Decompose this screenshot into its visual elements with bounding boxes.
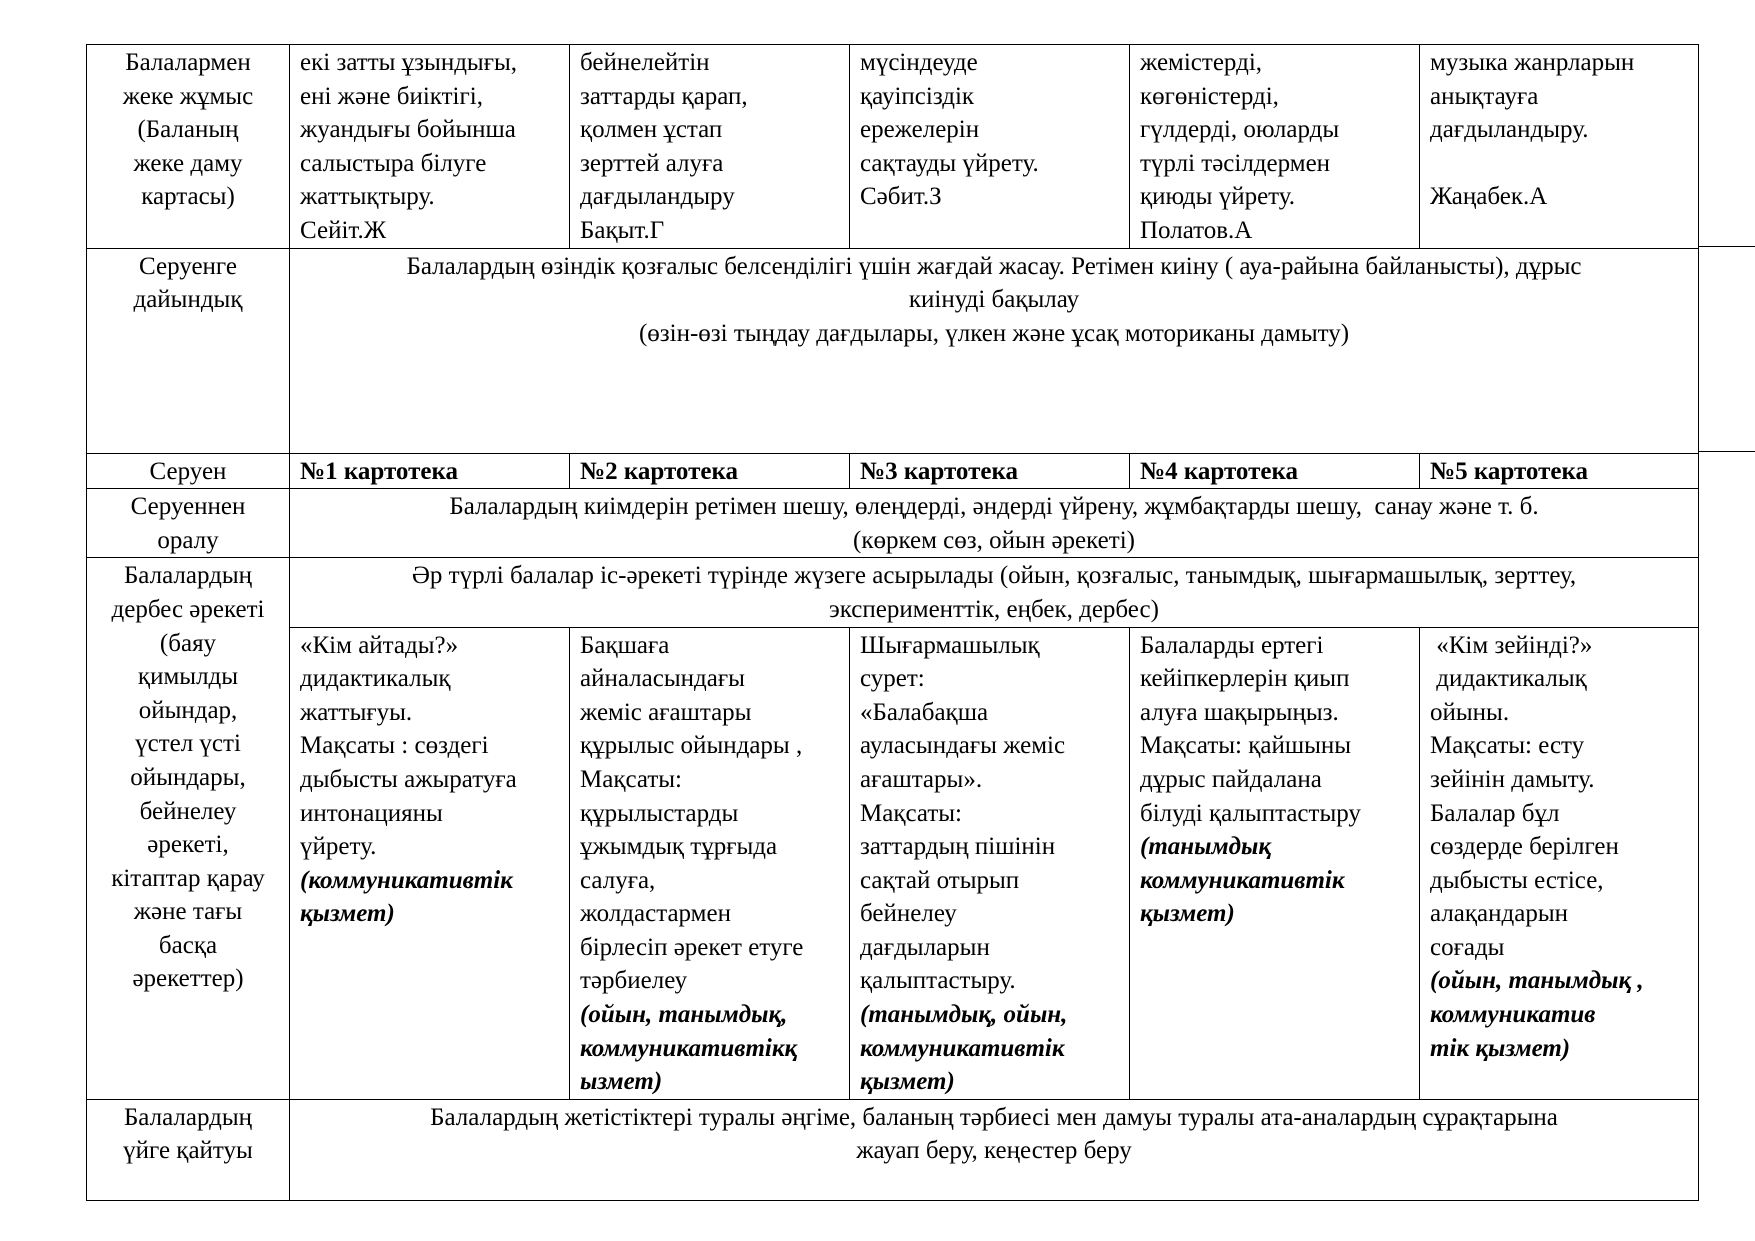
text-line: Полатов.А (1140, 216, 1253, 244)
independent-summary-text (290, 558, 1699, 627)
text-line: Балаларды ертегі (1140, 631, 1324, 659)
row-label-going-home (87, 1099, 290, 1200)
text-line: (баяу (159, 629, 217, 657)
text-line: айналасындағы (580, 665, 745, 693)
activity-type-line: (танымдық (1140, 833, 1272, 861)
text-line: кейіпкерлерін қиып (1140, 665, 1350, 693)
text-line: құрылыстарды (580, 799, 739, 827)
text-line: Бақыт.Г (580, 216, 665, 244)
text-line: «Балабақша (860, 698, 989, 726)
text-line: «Кім зейінді?» (1430, 631, 1593, 659)
text-line: кітаптар қарау (111, 864, 265, 892)
text-line: алуға шақырыңыз. (1140, 698, 1339, 726)
activity-type-line: коммуникатив (1430, 1001, 1596, 1029)
text-line: музыка жанрларын (1430, 49, 1635, 76)
text-line: көгөністерді, (1140, 82, 1279, 110)
text-line: жаттықтыру. (300, 183, 435, 211)
text-line: бейнелеу (139, 797, 237, 825)
text-line: қауіпсіздік (860, 82, 975, 110)
table-edge-line (1698, 451, 1755, 452)
text-line: жауап беру, кеңестер беру (856, 1137, 1132, 1165)
text-line: дағдыландыру (580, 183, 735, 211)
text-line: Серуен (149, 457, 227, 485)
row-walk (87, 453, 1699, 489)
activity-type-line: (коммуникативтік (300, 866, 513, 894)
text-line: ауласындағы жеміс (860, 732, 1066, 760)
text-line: Балалардың (123, 1103, 253, 1131)
text-line: киінуді бақылау (908, 286, 1080, 314)
text-line: алақандарын (1430, 900, 1569, 928)
independent-cell-1 (290, 627, 570, 1099)
text-line: ені және биіктігі, (300, 82, 483, 110)
text-line: дағдыландыру. (1430, 116, 1589, 144)
text-line: Мақсаты: (860, 799, 962, 827)
text-line: Мақсаты : сөздегі (300, 732, 489, 760)
activity-type-line: қызмет) (300, 900, 395, 928)
text-line: дайындық (133, 286, 243, 314)
text-line: ойыны. (1430, 698, 1510, 726)
text-line: дидактикалық (1430, 665, 1587, 693)
text-line: соғады (1430, 933, 1505, 961)
individual-cell-2 (570, 45, 850, 249)
text-line: басқа (158, 931, 218, 959)
activity-type-line: коммуникативтік (860, 1034, 1065, 1062)
text-line: эксперименттік, еңбек, дербес) (829, 595, 1159, 623)
text-line: (көркем сөз, ойын әрекеті) (853, 526, 1135, 554)
row-walk-preparation (87, 248, 1699, 453)
text-line: жолдастармен (580, 900, 731, 928)
activity-type-line: (танымдық, ойын, (860, 1001, 1068, 1029)
text-line: ойындар, (138, 696, 238, 724)
text-line: ұжымдық тұрғыда (580, 833, 778, 861)
row-independent-activities (87, 627, 1699, 1099)
text-line: картасы) (141, 183, 235, 211)
text-line: Балалар бұл (1430, 799, 1560, 827)
activity-type-line: (ойын, танымдық, (580, 1001, 788, 1029)
text-line: сақтауды үйрету. (860, 149, 1039, 177)
text-line: Мақсаты: қайшыны (1140, 732, 1352, 760)
text-line: бейнелеу (860, 900, 957, 928)
independent-cell-4 (1130, 627, 1420, 1099)
text-line: гүлдерді, оюларды (1140, 116, 1340, 144)
return-from-walk-text (290, 489, 1699, 558)
text-line: зейінін дамыту. (1430, 765, 1595, 793)
text-line: қиюды үйрету. (1140, 183, 1296, 211)
going-home-text (290, 1099, 1699, 1200)
table-edge-tick (1698, 452, 1699, 453)
text-line: Шығармашылық (860, 631, 1040, 659)
text-line: үстел үсті (135, 730, 241, 758)
individual-cell-4 (1130, 45, 1420, 249)
row-label-independent-activity (87, 558, 290, 1100)
text-line: Жаңабек.А (1430, 183, 1548, 211)
text-line: Серуенге (139, 252, 237, 280)
text-line: құрылыс ойындары , (580, 732, 803, 760)
text-line: зерттей алуға (580, 149, 724, 177)
text-line: жаттығуы. (300, 698, 413, 726)
text-line: интонацияны (300, 799, 443, 827)
independent-cell-3 (850, 627, 1130, 1099)
text-line: Балалардың жетістіктері туралы әңгіме, баланың тәрбиесі мен дамуы туралы ата-аналардың сұрақтарына (430, 1103, 1558, 1131)
row-going-home (87, 1099, 1699, 1200)
text-line: «Кім айтады?» (300, 631, 459, 659)
text-line: Мақсаты: есту (1430, 732, 1585, 760)
text-line: үйге қайтуы (123, 1137, 253, 1165)
text-line: және тағы (133, 898, 243, 926)
text-line: Балалардың өзіндік қозғалыс белсенділігі үшін жағдай жасау. Ретімен киіну ( ауа-райына байланысты), дұрыс (406, 252, 1582, 280)
text-line: сақтай отырып (860, 866, 1020, 894)
text-line: тәрбиелеу (580, 967, 688, 995)
text-line: дұрыс пайдалана (1140, 765, 1322, 793)
text-line: Әр түрлі балалар іс-әрекеті түрінде жүзеге асырылады (ойын, қозғалыс, танымдық, шығармашылық, зерттеу, (411, 562, 1577, 590)
individual-cell-3 (850, 45, 1130, 249)
text-line: жеке даму (133, 149, 243, 177)
text-line: дыбысты ажыратуға (300, 765, 517, 793)
text-line (1430, 147, 1688, 181)
activity-type-line: қызмет) (1140, 900, 1235, 928)
walk-card-3: №3 картотека (850, 453, 1130, 489)
activity-type-line: (ойын, танымдық , (1430, 967, 1644, 995)
text-line: дыбысты естісе, (1430, 866, 1604, 894)
text-line: Балалармен (125, 49, 251, 76)
text-line: әрекеттер) (132, 965, 244, 993)
independent-cell-5 (1420, 627, 1699, 1099)
row-label-walk-preparation (87, 248, 290, 453)
text-line: (өзін-өзі тыңдау дағдылары, үлкен және ұсақ моториканы дамыту) (638, 319, 1350, 347)
text-line: сурет: (860, 665, 925, 693)
text-line: дағдыларын (860, 933, 990, 961)
text-line: жуандығы бойынша (300, 116, 516, 144)
activity-type-line: ызмет) (580, 1068, 663, 1096)
text-line: Балалардың киімдерін ретімен шешу, өлеңдерді, әндерді үйрену, жұмбақтарды шешу, санау және т. б. (449, 493, 1539, 521)
text-line: Сейіт.Ж (300, 216, 387, 244)
text-line: анықтауға (1430, 82, 1539, 110)
text-line: екі затты ұзындығы, (300, 49, 518, 76)
text-line: оралу (157, 526, 219, 554)
text-line: жеке жұмыс (122, 82, 254, 110)
text-line: Бақшаға (580, 631, 670, 659)
text-line: жемістерді, (1140, 49, 1263, 76)
text-line: ережелерін (860, 116, 980, 144)
text-line: дидактикалық (300, 665, 451, 693)
text-line: түрлі тәсілдермен (1140, 149, 1331, 177)
text-line: бейнелейтін (580, 49, 710, 76)
text-line: заттардың пішінін (860, 833, 1056, 861)
text-line: бірлесіп әрекет етуге (580, 933, 804, 961)
text-line: Сәбит.З (860, 183, 942, 211)
daily-plan-table (86, 44, 1699, 1201)
row-label-individual-work (87, 45, 290, 249)
text-line: қалыптастыру. (860, 967, 1016, 995)
walk-preparation-text (290, 248, 1699, 453)
text-line: үйрету. (300, 833, 377, 861)
text-line: қимылды (137, 663, 239, 691)
walk-card-1: №1 картотека (290, 453, 570, 489)
text-line: мүсіндеуде (860, 49, 978, 76)
table-edge-line (1698, 246, 1755, 247)
row-label-walk (87, 453, 290, 489)
text-line: (Баланың (137, 116, 239, 144)
text-line: салуға, (580, 866, 656, 894)
text-line: Балалардың (123, 562, 253, 590)
text-line: ойындары, (130, 763, 246, 791)
text-line: жеміс ағаштары (580, 698, 752, 726)
text-line: Мақсаты: (580, 765, 682, 793)
independent-cell-2 (570, 627, 850, 1099)
text-line: Серуеннен (130, 493, 246, 521)
row-label-return-from-walk (87, 489, 290, 558)
activity-type-line: коммуникативтік (1140, 866, 1345, 894)
activity-type-line: коммуникативтікқ (580, 1034, 798, 1062)
row-independent-summary (87, 558, 1699, 627)
walk-card-5: №5 картотека (1420, 453, 1699, 489)
text-line: әрекеті, (147, 831, 229, 859)
row-individual-work (87, 45, 1699, 249)
text-line: дербес әрекеті (111, 595, 265, 623)
text-line: қолмен ұстап (580, 116, 723, 144)
walk-card-2: №2 картотека (570, 453, 850, 489)
individual-cell-1 (290, 45, 570, 249)
row-return-from-walk (87, 489, 1699, 558)
activity-type-line: қызмет) (860, 1068, 955, 1096)
text-line: заттарды қарап, (580, 82, 748, 110)
text-line: сөздерде берілген (1430, 833, 1619, 861)
text-line: білуді қалыптастыру (1140, 799, 1361, 827)
text-line: салыстыра білуге (300, 149, 487, 177)
individual-cell-5 (1420, 45, 1699, 249)
walk-card-4: №4 картотека (1130, 453, 1420, 489)
activity-type-line: тік қызмет) (1430, 1034, 1571, 1062)
text-line: ағаштары». (860, 765, 983, 793)
